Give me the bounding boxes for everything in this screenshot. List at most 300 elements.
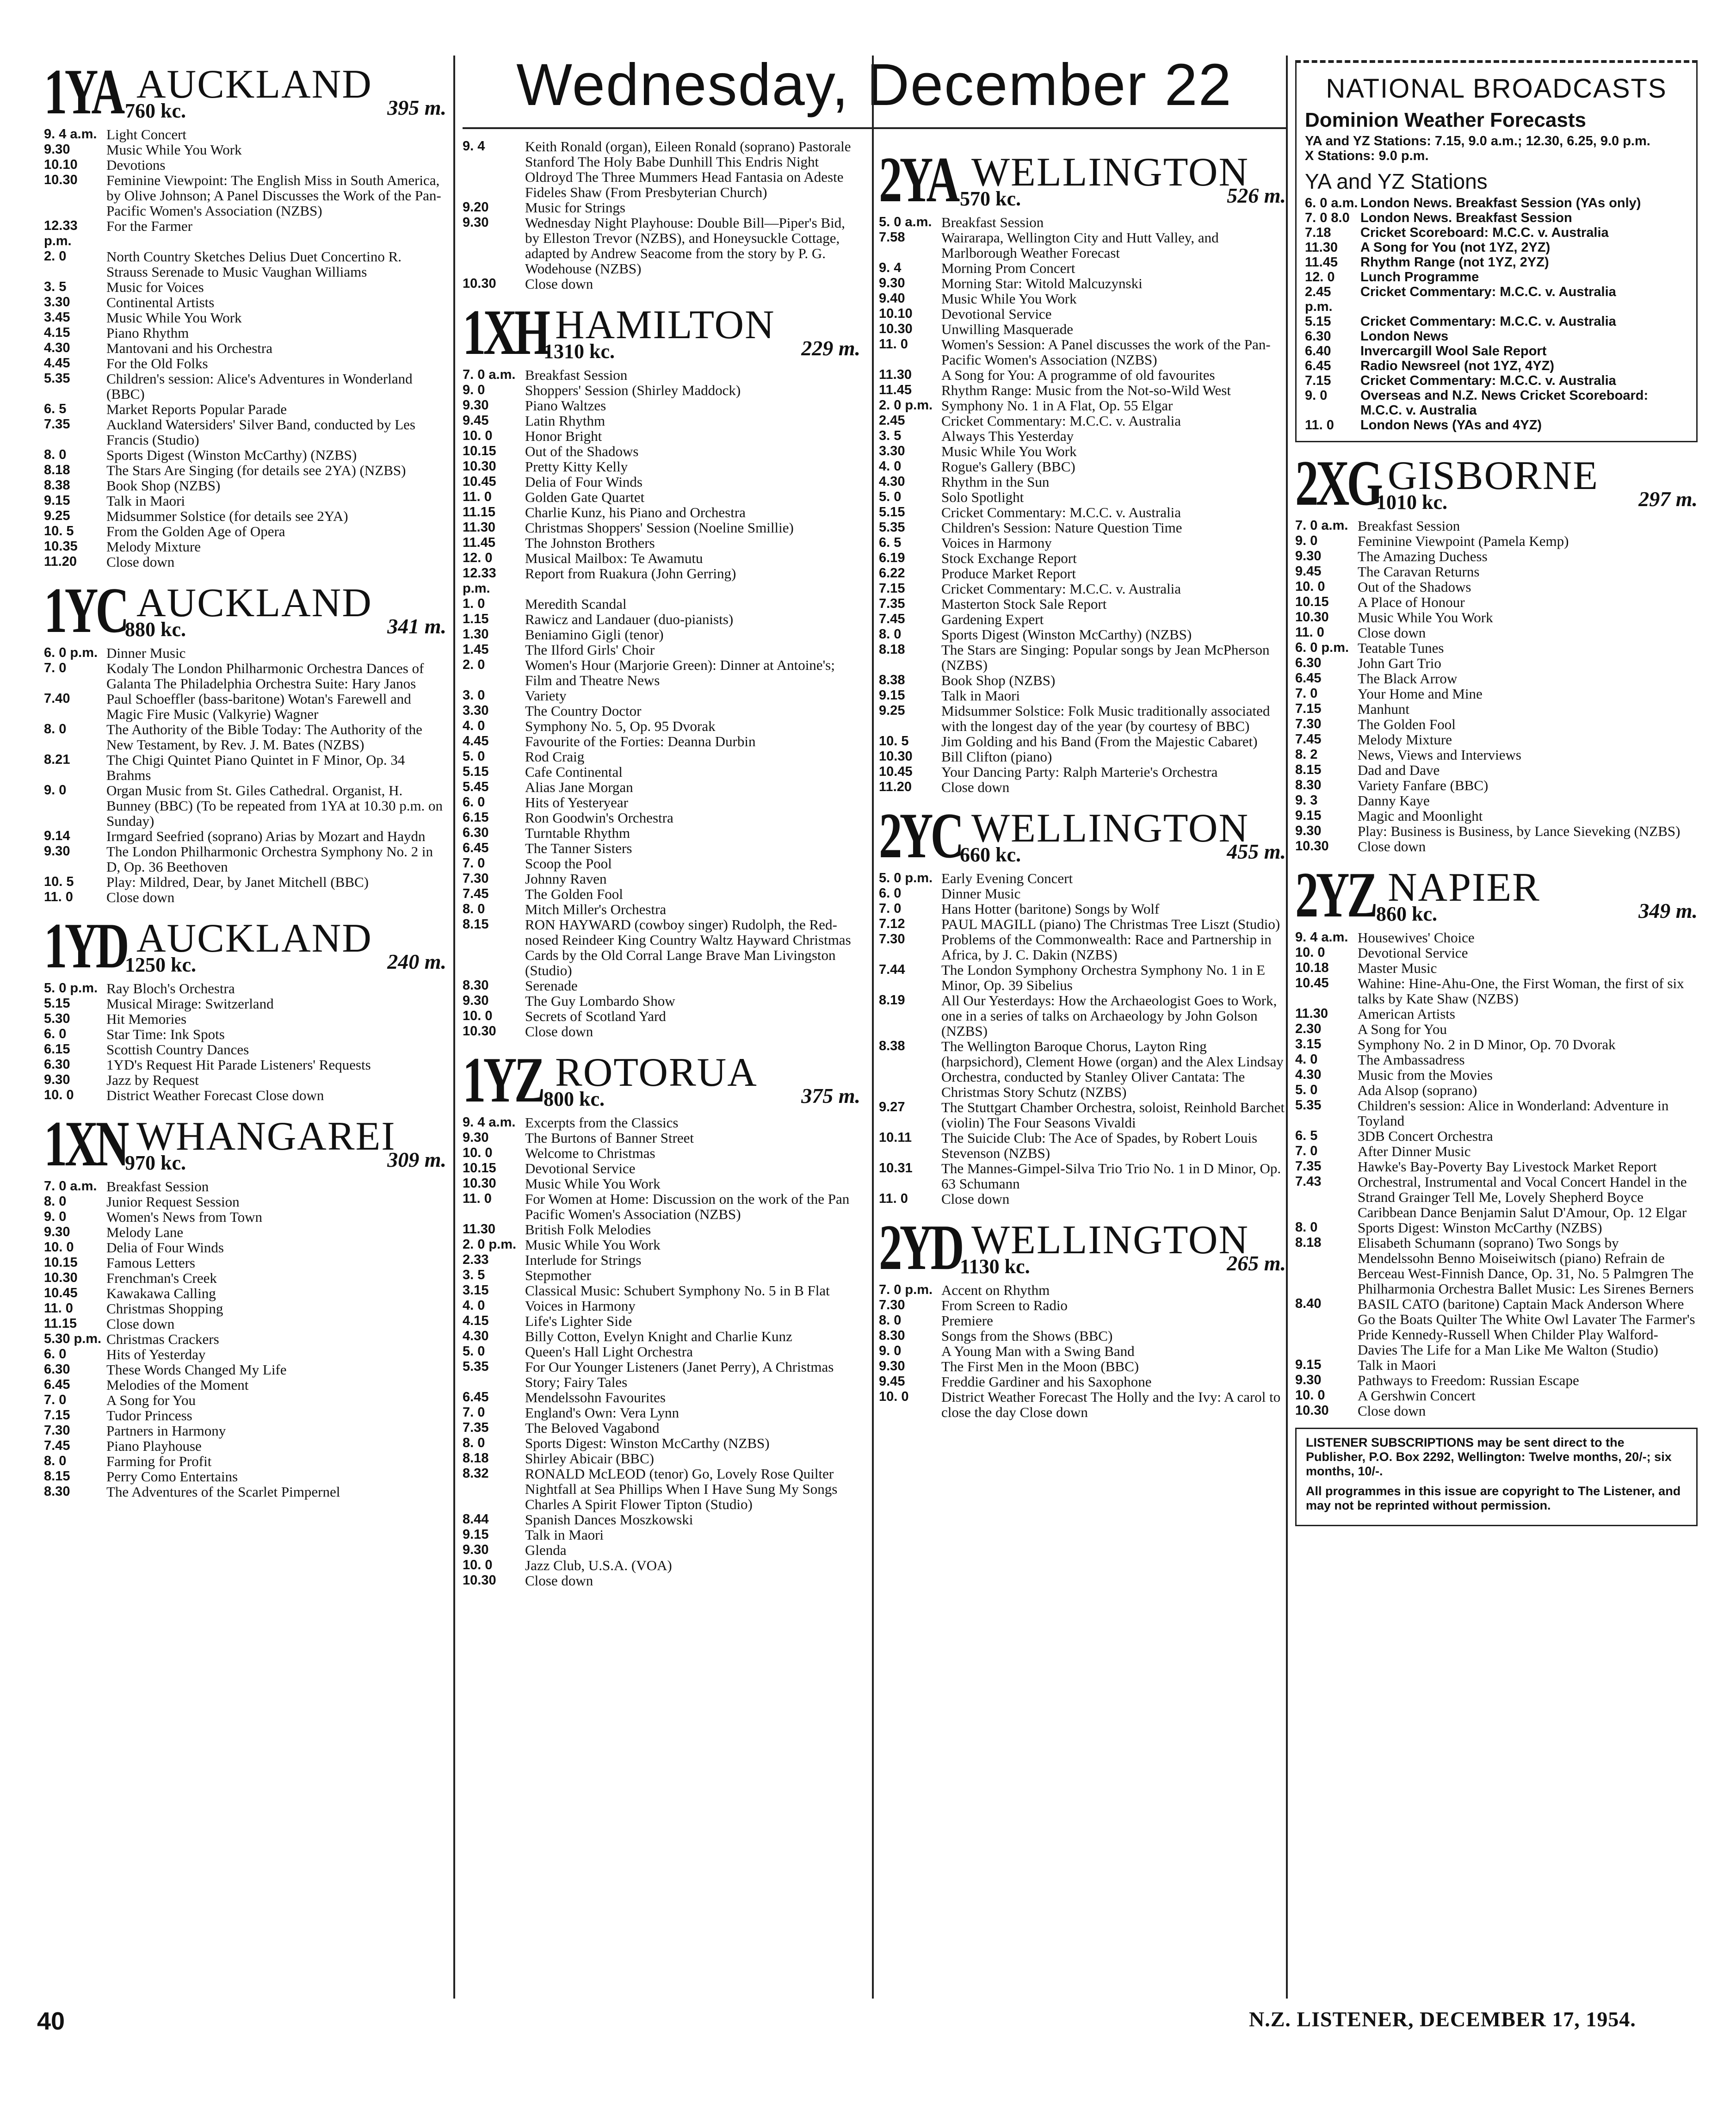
programme-time: 10. 0 (1295, 1388, 1325, 1403)
programme-title: Voices in Harmony (941, 535, 1052, 551)
programme-item (44, 981, 446, 996)
programme-title: Early Evening Concert (941, 870, 1073, 886)
programme-title: Devotional Service (1358, 945, 1468, 961)
programme-title: Midsummer Solstice: Folk Music traditionally associated with the longest day of the year (by courtesy of BBC) (941, 703, 1270, 734)
programme-item (879, 230, 1286, 260)
programme-item (463, 1176, 860, 1191)
programme-time: 7. 0 p.m. (879, 1282, 933, 1297)
programme-item (879, 489, 1286, 505)
programme-title: Morning Prom Concert (941, 260, 1075, 276)
programme-item (463, 1436, 860, 1451)
programme-item (1295, 686, 1698, 701)
programme-item (879, 474, 1286, 489)
programme-time: 7. 0 (44, 661, 67, 675)
programme-item (44, 890, 446, 905)
programme-title: England's Own: Vera Lynn (525, 1405, 680, 1421)
programme-item (1305, 285, 1688, 314)
programme-item (463, 718, 860, 734)
programme-title: PAUL MAGILL (piano) The Christmas Tree Liszt (Studio) (941, 916, 1280, 932)
programme-title: Rod Craig (525, 749, 585, 765)
programme-time: 11. 0 (44, 890, 73, 904)
programme-time: 10. 5 (44, 524, 74, 538)
programme-title: Devotions (106, 157, 166, 173)
programme-time: 9. 0 (1305, 388, 1328, 403)
programme-title: Feminine Viewpoint: The English Miss in South America, by Olive Johnson; A Panel Discusses the Work of the Pan-Pacific Women's Association (NZBS) (106, 172, 441, 219)
programme-time: 8.18 (463, 1451, 489, 1466)
programme-item (44, 402, 446, 417)
programme-title: For Our Younger Listeners (Janet Perry), A Christmas Story; Fairy Tales (525, 1359, 834, 1390)
station-code: 2XG (1295, 447, 1381, 519)
programme-time: 8.15 (44, 1469, 70, 1484)
station-header-1yz (463, 1046, 860, 1115)
programme-item (463, 1329, 860, 1344)
programme-time: 9. 0 (879, 1343, 902, 1358)
programme-item (879, 566, 1286, 581)
programme-item (463, 1252, 860, 1268)
programme-item (879, 551, 1286, 566)
programme-item (463, 1558, 860, 1573)
programme-time: 6. 0 (44, 1347, 67, 1362)
programme-time: 10.45 (879, 764, 913, 779)
weather-title: Dominion Weather Forecasts (1305, 109, 1586, 131)
programme-time: 9.30 (879, 276, 905, 291)
programme-title: Book Shop (NZBS) (941, 672, 1056, 688)
station-code: 2YD (879, 1212, 962, 1283)
programme-time: 6.45 (1305, 359, 1331, 373)
programme-title: For the Farmer (106, 218, 192, 234)
programme-title: A Gershwin Concert (1358, 1387, 1476, 1404)
programme-item (879, 322, 1286, 337)
programme-time: 6.30 (463, 825, 489, 840)
programme-time: 10.30 (463, 1024, 496, 1039)
programme-item (463, 505, 860, 520)
programme-title: Dinner Music (941, 885, 1021, 902)
programme-item (879, 520, 1286, 535)
programme-title: Paul Schoeffler (bass-baritone) Wotan's Farewell and Magic Fire Music (Valkyrie) Wagner (106, 691, 411, 722)
programme-title: Close down (106, 554, 175, 570)
programme-time: 10.30 (1295, 610, 1329, 625)
programme-title: Close down (941, 779, 1010, 795)
programme-title: Light Concert (106, 126, 187, 142)
programme-item (44, 1042, 446, 1057)
programme-time: 2. 0 (44, 249, 67, 264)
programme-item (1295, 1159, 1698, 1174)
programme-title: Report from Ruakura (John Gerring) (525, 565, 736, 582)
programme-time: 5. 0 a.m. (879, 215, 932, 229)
programme-title: Cricket Commentary: M.C.C. v. Australia (941, 504, 1181, 520)
programme-title: Close down (525, 1023, 593, 1040)
programme-item (1305, 373, 1688, 388)
programme-time: 7. 0 (463, 856, 485, 871)
programme-item (1295, 656, 1698, 671)
programme-title: Talk in Maori (525, 1527, 604, 1543)
programme-time: 9.15 (1295, 808, 1322, 823)
national-list (1305, 196, 1688, 433)
programme-title: Close down (106, 889, 175, 905)
programme-item (879, 627, 1286, 642)
programme-item (1295, 1235, 1698, 1296)
programme-title: Music While You Work (525, 1176, 661, 1192)
programme-time: 8.15 (463, 917, 489, 932)
programme-time: 10.15 (463, 444, 496, 458)
programme-time: 10.30 (879, 749, 913, 764)
programme-title: The Wellington Baroque Chorus, Layton Ring (harpsichord), Clement Howe (organ) and the Alex Lindsay Orchestra, conducted by Stanley Oliver Cantata: The Christmas Story Schutz (NZBS) (941, 1038, 1284, 1100)
programme-time: 11. 0 (1305, 418, 1334, 433)
programme-time: 3. 5 (463, 1268, 485, 1282)
programme-time: 8.19 (879, 993, 905, 1008)
programme-title: Accent on Rhythm (941, 1282, 1050, 1298)
programme-time: 8.44 (463, 1512, 489, 1527)
station-code: 2YZ (1295, 859, 1376, 931)
programme-title: Piano Rhythm (106, 325, 189, 341)
programme-time: 9.30 (879, 1359, 905, 1374)
programme-title: Rawicz and Landauer (duo-pianists) (525, 611, 734, 627)
programme-time: 4.30 (463, 1329, 489, 1343)
programme-time: 3.30 (879, 444, 905, 458)
programme-time: 7. 0 (1295, 1144, 1318, 1158)
programme-title: Mitch Miller's Orchestra (525, 901, 667, 917)
programme-title: Cricket Commentary: M.C.C. v. Australia (941, 581, 1181, 597)
programme-item (879, 276, 1286, 291)
programme-title: Piano Playhouse (106, 1438, 202, 1454)
header-rule (463, 127, 1286, 129)
programme-item (463, 489, 860, 505)
programme-title: Hits of Yesterday (106, 1346, 206, 1362)
programme-time: 5. 0 (879, 489, 902, 504)
programme-time: 7.30 (1295, 717, 1322, 731)
station-frequency: 1130 kc. (960, 1255, 1030, 1278)
programme-item (44, 752, 446, 783)
programme-title: Ada Alsop (soprano) (1358, 1082, 1477, 1098)
programme-title: Auckland Watersiders' Silver Band, conducted by Les Francis (Studio) (106, 416, 415, 448)
programme-item (463, 551, 860, 566)
programme-title: Elisabeth Schumann (soprano) Two Songs by Mendelssohn Benno Moiseiwitsch (piano) Refrain de Berceau West-Finnish Dance, Op. 31, No. 5 Palmgren The Philharmonia Orchestra Ballet Music: Les Sirenes Berners (1358, 1235, 1694, 1297)
programme-time: 9.15 (1295, 1357, 1322, 1372)
programme-time: 8.38 (879, 1039, 905, 1053)
programme-item (463, 1420, 860, 1436)
programme-title: The Beloved Vagabond (525, 1420, 660, 1436)
programme-title: Rhythm in the Sun (941, 474, 1050, 490)
programme-time: 7.58 (879, 230, 905, 245)
programme-title: Continental Artists (106, 294, 215, 310)
programme-time: 6. 0 p.m. (1295, 640, 1349, 655)
station-code: 1XN (44, 1108, 127, 1180)
programme-title: Symphony No. 5, Op. 95 Dvorak (525, 718, 716, 734)
programme-title: Christmas Shoppers' Session (Noeline Smillie) (525, 520, 794, 536)
station-wavelength: 455 m. (1227, 840, 1286, 863)
programme-item (463, 749, 860, 764)
programme-title: Life's Lighter Side (525, 1313, 632, 1329)
programme-time: 9.45 (463, 413, 489, 428)
programme-title: The Suicide Club: The Ace of Spades, by Robert Louis Stevenson (NZBS) (941, 1130, 1258, 1161)
programme-title: The Johnston Brothers (525, 535, 655, 551)
programme-title: BASIL CATO (baritone) Captain Mack Anderson Where Go the Boats Quilter The White Owl Lavater The Farmer's Pride Kennedy-Russell When Childer Play Walford-Davies The Life for a Man Like Me Walton (Studio) (1358, 1296, 1695, 1358)
programme-item (463, 810, 860, 825)
programme-item (463, 886, 860, 902)
programme-time: 7.30 (463, 871, 489, 886)
programme-title: London News (YAs and 4YZ) (1360, 418, 1542, 433)
station-header-2yz (1295, 860, 1698, 930)
programme-item (463, 1390, 860, 1405)
programme-title: Interlude for Strings (525, 1252, 642, 1268)
programme-title: The London Philharmonic Orchestra Symphony No. 2 in D, Op. 36 Beethoven (106, 843, 433, 875)
programme-title: Cricket Commentary: M.C.C. v. Australia (941, 413, 1181, 429)
programme-item (1295, 717, 1698, 732)
programme-time: 5.45 (463, 780, 489, 794)
programme-title: Sports Digest (Winston McCarthy) (NZBS) (106, 447, 357, 463)
programme-item (463, 383, 860, 398)
programme-title: Famous Letters (106, 1255, 195, 1271)
programme-item (463, 535, 860, 551)
programme-title: Orchestral, Instrumental and Vocal Concert Handel in the Strand Grainger Tell Me, Lovely Shepherd Boyce Caribbean Dance Benjamin Salut D'Amour, Op. 12 Elgar (1358, 1174, 1687, 1220)
programme-item (1295, 625, 1698, 640)
programme-item (463, 1359, 860, 1390)
programme-title: Tudor Princess (106, 1407, 192, 1424)
programme-time: 10. 0 (1295, 579, 1325, 594)
station-code: 1XH (463, 297, 548, 368)
programme-item (44, 478, 446, 493)
programme-item (463, 1451, 860, 1466)
programme-title: 3DB Concert Orchestra (1358, 1128, 1493, 1144)
programme-item (879, 215, 1286, 230)
programme-title: Solo Spotlight (941, 489, 1024, 505)
programme-time: 11.20 (879, 780, 912, 794)
programme-time: 8.15 (1295, 762, 1322, 777)
station-city: HAMILTON (555, 303, 775, 347)
programme-time: 6. 0 (879, 886, 902, 901)
programme-item (44, 1194, 446, 1209)
programme-time: 11.15 (463, 505, 495, 520)
programme-time: 3. 5 (44, 279, 67, 294)
programme-time: 10.15 (44, 1255, 78, 1270)
station-city: WHANGAREI (136, 1114, 396, 1159)
programme-title: Close down (525, 276, 593, 292)
programme-time: 9. 3 (1295, 793, 1318, 808)
programme-item (1305, 225, 1688, 240)
station-header-1yd (44, 911, 446, 981)
programme-time: 10. 0 (44, 1240, 74, 1255)
programme-time: 8.30 (44, 1484, 70, 1499)
programme-item (879, 1298, 1286, 1313)
programme-title: Play: Mildred, Dear, by Janet Mitchell (BBC) (106, 874, 369, 890)
programme-item (879, 962, 1286, 993)
programme-title: Musical Mailbox: Te Awamutu (525, 550, 703, 566)
programme-title: Rogue's Gallery (BBC) (941, 458, 1075, 475)
programme-title: British Folk Melodies (525, 1221, 651, 1238)
copyright-text: All programmes in this issue are copyright to The Listener, and may not be reprinted without permission. (1306, 1484, 1681, 1512)
programme-item (463, 1298, 860, 1313)
programme-time: 5. 0 (1295, 1083, 1318, 1097)
programme-item (1295, 1144, 1698, 1159)
programme-item (1305, 255, 1688, 270)
programme-time: 3. 0 (463, 688, 485, 703)
programme-time: 7.35 (44, 417, 70, 432)
programme-title: Midsummer Solstice (for details see 2YA) (106, 508, 348, 524)
station-frequency: 1250 kc. (125, 953, 196, 976)
station-code: 2YA (879, 144, 958, 216)
programme-time: 5.30 p.m. (44, 1331, 102, 1346)
programme-time: 6. 0 p.m. (44, 645, 98, 660)
programme-time: 10.30 (44, 173, 78, 187)
programme-title: Serenade (525, 978, 578, 994)
programme-item (879, 444, 1286, 459)
programme-time: 6.45 (1295, 671, 1322, 686)
programme-title: Shirley Abicair (BBC) (525, 1450, 654, 1467)
programme-time: 5. 0 (463, 1344, 485, 1359)
station-wavelength: 240 m. (387, 950, 446, 973)
station-frequency: 660 kc. (960, 843, 1021, 866)
programme-item (1295, 1006, 1698, 1021)
programme-title: RON HAYWARD (cowboy singer) Rudolph, the Red-nosed Reindeer King Country Waltz Hayward Christmas Cards by the Old Corral Lange Brave Man Livingston (Studio) (525, 916, 851, 978)
programme-title: RONALD McLEOD (tenor) Go, Lovely Rose Quilter Nightfall at Sea Phillips When I Have Sung My Songs Charles A Spirit Flower Tipton (Studio) (525, 1466, 838, 1512)
programme-time: 1.30 (463, 627, 489, 642)
programme-item (879, 932, 1286, 962)
programme-item (1295, 747, 1698, 762)
programme-title: Farming for Profit (106, 1453, 212, 1469)
station-code: 1YA (44, 56, 123, 128)
programme-title: Always This Yesterday (941, 428, 1074, 444)
programme-time: 6. 0 (44, 1027, 67, 1041)
programme-time: 4.15 (463, 1313, 489, 1328)
programme-item (1295, 1128, 1698, 1144)
programme-time: 9.30 (463, 398, 489, 413)
programme-time: 3.30 (44, 295, 70, 309)
station-header-1xn (44, 1109, 446, 1179)
programme-item (44, 1286, 446, 1301)
programme-title: Symphony No. 1 in A Flat, Op. 55 Elgar (941, 397, 1173, 414)
programme-item (1295, 1373, 1698, 1388)
programme-title: Music While You Work (106, 142, 242, 158)
programme-title: Variety Fanfare (BBC) (1358, 777, 1489, 793)
programme-title: Melody Mixture (106, 538, 201, 555)
programme-item (44, 1179, 446, 1194)
programme-title: Alias Jane Morgan (525, 779, 633, 795)
programme-time: 8. 2 (1295, 747, 1318, 762)
programme-item (879, 1130, 1286, 1161)
programme-time: 8. 0 (463, 1436, 485, 1450)
programme-title: Excerpts from the Classics (525, 1114, 679, 1131)
programme-title: Gardening Expert (941, 611, 1044, 627)
programme-title: Turntable Rhythm (525, 825, 630, 841)
programme-time: 5.15 (463, 764, 489, 779)
programme-item (879, 673, 1286, 688)
programme-time: 9. 0 (44, 783, 67, 798)
programme-item (44, 874, 446, 890)
station-wavelength: 349 m. (1638, 899, 1698, 922)
programme-item (879, 916, 1286, 932)
programme-title: Talk in Maori (106, 493, 185, 509)
programme-item (44, 295, 446, 310)
programme-time: 7.35 (1295, 1159, 1322, 1174)
station-wavelength: 375 m. (801, 1084, 860, 1108)
column-divider (872, 56, 874, 1999)
programme-item (879, 1389, 1286, 1420)
programme-title: A Song for You (106, 1392, 196, 1408)
programme-title: The Authority of the Bible Today: The Authority of the New Testament, by Rev. J. M. Bates (NZBS) (106, 721, 422, 753)
programme-time: 8. 0 (44, 1194, 67, 1209)
programme-title: Hawke's Bay-Poverty Bay Livestock Market Report (1358, 1158, 1657, 1175)
station-city: WELLINGTON (971, 806, 1249, 851)
programme-title: From the Golden Age of Opera (106, 523, 285, 539)
programme-title: Your Dancing Party: Ralph Marterie's Orchestra (941, 764, 1218, 780)
programme-title: The Stars are Singing: Popular songs by Jean McPherson (NZBS) (941, 642, 1270, 673)
programme-item (463, 917, 860, 978)
station-city: ROTORUA (555, 1050, 758, 1095)
programme-time: 9.30 (1295, 1373, 1322, 1387)
programme-title: 1YD's Request Hit Parade Listeners' Requests (106, 1057, 371, 1073)
programme-item (463, 1115, 860, 1130)
programme-title: Book Shop (NZBS) (106, 477, 221, 494)
station-header-2ya (879, 145, 1286, 215)
programme-item (463, 657, 860, 688)
programme-item (1295, 762, 1698, 778)
programme-time: 11.15 (44, 1316, 77, 1331)
programme-item (463, 1344, 860, 1359)
programme-title: Ray Bloch's Orchestra (106, 980, 235, 997)
station-code: 1YC (44, 575, 127, 646)
programme-time: 11. 0 (879, 1191, 908, 1206)
programme-title: The Burtons of Banner Street (525, 1130, 694, 1146)
programme-item (44, 661, 446, 691)
programme-item (463, 734, 860, 749)
programme-item (44, 1316, 446, 1331)
programme-time: 4.30 (1295, 1067, 1322, 1082)
programme-item (879, 612, 1286, 627)
programme-time: 2. 0 p.m. (463, 1237, 517, 1252)
programme-title: Sports Digest: Winston McCarthy (NZBS) (1358, 1219, 1602, 1236)
programme-title: Welcome to Christmas (525, 1145, 655, 1161)
programme-title: Melody Mixture (1358, 731, 1452, 748)
programme-title: The Ilford Girls' Choir (525, 642, 655, 658)
programme-time: 8. 0 (879, 627, 902, 642)
programme-title: Women's Session: A Panel discusses the work of the Pan-Pacific Women's Association (NZBS) (941, 336, 1271, 368)
programme-time: 11.20 (44, 554, 77, 569)
programme-time: 10.30 (1295, 839, 1329, 854)
programme-item (463, 413, 860, 428)
programme-item (879, 1039, 1286, 1100)
programme-item (44, 539, 446, 554)
programme-item (463, 1283, 860, 1298)
programme-title: Children's Session: Nature Question Time (941, 520, 1182, 536)
programme-time: 9.45 (1295, 564, 1322, 579)
programme-item (463, 566, 860, 596)
programme-title: Pretty Kitty Kelly (525, 458, 628, 475)
programme-item (44, 1088, 446, 1103)
programme-time: 7.15 (1295, 701, 1322, 716)
programme-item (463, 1191, 860, 1222)
programme-item (44, 1209, 446, 1225)
programme-title: Manhunt (1358, 701, 1409, 717)
programme-title: Market Reports Popular Parade (106, 401, 287, 417)
programme-item (1295, 640, 1698, 656)
programme-item (879, 1282, 1286, 1298)
programme-item (879, 1328, 1286, 1343)
programme-title: The Tanner Sisters (525, 840, 632, 856)
programme-item (1305, 388, 1688, 418)
weather-line: YA and YZ Stations: 7.15, 9.0 a.m.; 12.30, 6.25, 9.0 p.m. (1305, 134, 1650, 149)
programme-item (44, 1362, 446, 1377)
page-date-title: Wednesday, December 22 (516, 52, 1232, 118)
programme-time: 8.38 (879, 673, 905, 687)
programme-title: Hits of Yesteryear (525, 794, 628, 811)
programme-title: London News (1360, 329, 1449, 344)
programme-title: Frenchman's Creek (106, 1270, 217, 1286)
programme-item (463, 688, 860, 703)
programme-item (44, 508, 446, 524)
station-frequency: 1310 kc. (544, 340, 615, 363)
programme-item (879, 871, 1286, 886)
programme-time: 5.15 (1305, 314, 1331, 329)
